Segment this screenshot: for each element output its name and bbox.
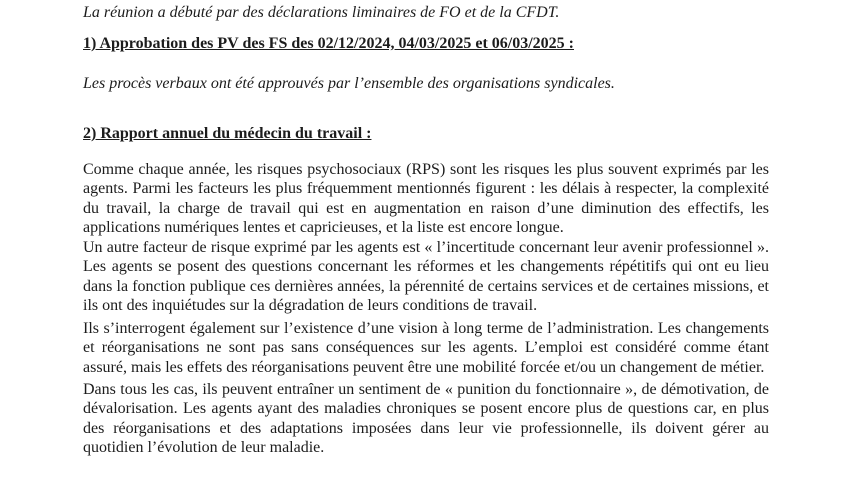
- section2-paragraph-incertitude: Un autre facteur de risque exprimé par les agents est « l’incertitude concernant leur avenir professionnel ». Les agents se posent des questions concernant les réformes et les changements répétitifs qui ont eu lieu dans la fonction publique ces dernières années, la pérennité de certains services et de certaines missions, et ils ont des inquiétudes sur la dégradation de leurs conditions de travail.: [83, 239, 769, 314]
- section1-approval-line: Les procès verbaux ont été approuvés par l’ensemble des organisations syndicales.: [83, 75, 615, 92]
- section2-paragraph-punition: Dans tous les cas, ils peuvent entraîner un sentiment de « punition du fonctionnaire », de démotivation, de dévalorisation. Les agents ayant des maladies chroniques se posent encore plus de questions car, en plus des réorganisations et des adaptations imposées dans leur vie professionnelle, ils doivent gérer au quotidien l’évolution de leur maladie.: [83, 381, 769, 456]
- section2-paragraph-rps: Comme chaque année, les risques psychosociaux (RPS) sont les risques les plus souvent exprimés par les agents. Parmi les facteurs les plus fréquemment mentionnés figurent : les délais à respecter, la complexité du travail, la charge de travail qui est en augmentation en raison d’une diminution des effectifs, les applications numériques lentes et capricieuses, et la liste est encore longue.: [83, 161, 769, 236]
- section1-heading: 1) Approbation des PV des FS des 02/12/2024, 04/03/2025 et 06/03/2025 :: [83, 35, 574, 52]
- section2-paragraph-vision: Ils s’interrogent également sur l’existence d’une vision à long terme de l’administration. Les changements et réorganisations ne sont pas sans conséquences sur les agents. L’emploi est considéré comme étant assuré, mais les effets des réorganisations peuvent être une mobilité forcée et/ou un changement de métier.: [83, 320, 769, 376]
- section2-heading: 2) Rapport annuel du médecin du travail :: [83, 125, 372, 142]
- intro-line: La réunion a débuté par des déclarations liminaires de FO et de la CFDT.: [83, 4, 560, 21]
